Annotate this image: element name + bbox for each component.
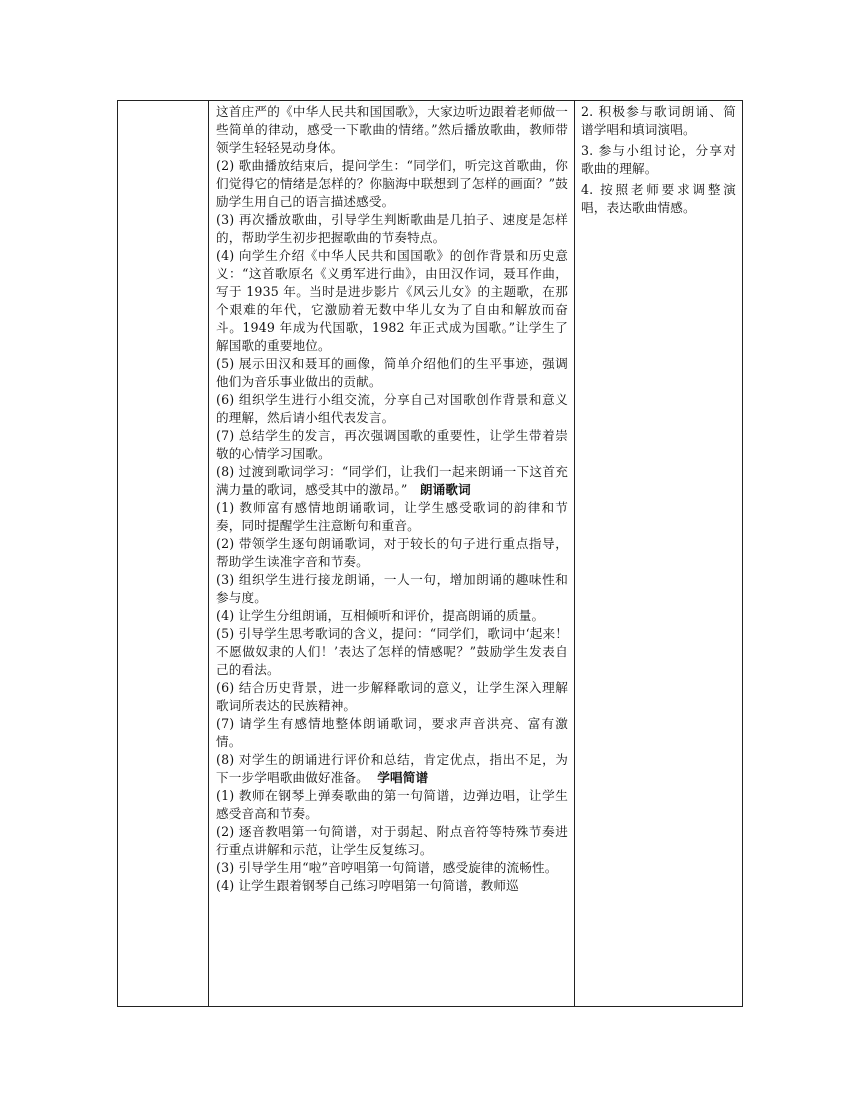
list-item: 这首庄严的《中华人民共和国国歌》，大家边听边跟着老师做一些简单的律动，感受一下歌曲的情绪。”然后播放歌曲，教师带领学生轻轻晃动身体。 xyxy=(216,104,568,155)
list-item: (6) 结合历史背景，进一步解释歌词的意义，让学生深入理解歌词所表达的民族精神。 xyxy=(216,680,568,713)
list-item: (3) 组织学生进行接龙朗诵，一人一句，增加朗诵的趣味性和参与度。 xyxy=(216,572,568,605)
list-item: (4) 向学生介绍《中华人民共和国国歌》的创作背景和历史意义：“这首歌原名《义勇军进行曲》，由田汉作词，聂耳作曲，写于 1935 年。当时是进步影片《风云儿女》的主题歌，在那个艰难的年代，它激励着无数中华儿女为了自由和解放而奋斗。1949 年成为代国歌，1982 年正式成为国歌。”让学生了解国歌的重要地位。 xyxy=(216,248,568,353)
list-item: (1) 教师富有感情地朗诵歌词，让学生感受歌词的韵律和节奏，同时提醒学生注意断句和重音。 xyxy=(216,500,568,533)
list-item: (4) 让学生分组朗诵，互相倾听和评价，提高朗诵的质量。 xyxy=(216,608,545,623)
list-item: (4) 让学生跟着钢琴自己练习哼唱第一句简谱，教师巡 xyxy=(216,878,519,893)
list-item xyxy=(216,463,568,499)
section-heading-score: 学唱简谱 xyxy=(377,770,429,785)
list-item: (2) 逐音教唱第一句简谱，对于弱起、附点音符等特殊节奏进行重点讲解和示范，让学生反复练习。 xyxy=(216,824,568,857)
list-item: (7) 请学生有感情地整体朗诵歌词，要求声音洪亮、富有激情。 xyxy=(216,716,568,749)
list-item: (5) 展示田汉和聂耳的画像，简单介绍他们的生平事迹，强调他们为音乐事业做出的贡献。 xyxy=(216,356,568,389)
list-item: (1) 教师在钢琴上弹奏歌曲的第一句简谱，边弹边唱，让学生感受音高和节奏。 xyxy=(216,788,568,821)
table-column-stage xyxy=(118,101,209,1006)
lesson-table xyxy=(117,100,743,1007)
recite-8-text: (8) 对学生的朗诵进行评价和总结，肯定优点，指出不足，为下一步学唱歌曲做好准备。 xyxy=(216,752,568,785)
list-item: 4. 按照老师要求调整演唱，表达歌曲情感。 xyxy=(581,182,736,215)
list-item: (2) 歌曲播放结束后，提问学生：“同学们，听完这首歌曲，你们觉得它的情绪是怎样的？你脑海中联想到了怎样的画面？”鼓励学生用自己的语言描述感受。 xyxy=(216,158,568,209)
list-item: 2. 积极参与歌词朗诵、简谱学唱和填词演唱。 xyxy=(581,104,736,137)
table-column-student-activities xyxy=(575,101,742,1006)
list-item: (5) 引导学生思考歌词的含义，提问：“同学们，歌词中‘起来！不愿做奴隶的人们！’表达了怎样的情感呢？”鼓励学生发表自己的看法。 xyxy=(216,626,568,677)
section-heading-recite: 朗诵歌词 xyxy=(419,482,471,497)
list-item: (6) 组织学生进行小组交流，分享自己对国歌创作背景和意义的理解，然后请小组代表发言。 xyxy=(216,392,568,425)
list-item: (7) 总结学生的发言，再次强调国歌的重要性，让学生带着崇敬的心情学习国歌。 xyxy=(216,428,568,461)
list-item: (3) 引导学生用“啦”音哼唱第一句简谱，感受旋律的流畅性。 xyxy=(216,860,558,875)
list-item: 3. 参与小组讨论，分享对歌曲的理解。 xyxy=(581,143,736,176)
list-item: (3) 再次播放歌曲，引导学生判断歌曲是几拍子、速度是怎样的，帮助学生初步把握歌曲的节奏特点。 xyxy=(216,212,568,245)
list-item: (2) 带领学生逐句朗诵歌词，对于较长的句子进行重点指导，帮助学生读准字音和节奏。 xyxy=(216,536,568,569)
list-item xyxy=(216,751,568,787)
table-column-teacher-activities xyxy=(209,101,575,1006)
step-8-text: (8) 过渡到歌词学习：“同学们，让我们一起来朗诵一下这首充满力量的歌词，感受其中的激昂。” xyxy=(216,464,568,497)
